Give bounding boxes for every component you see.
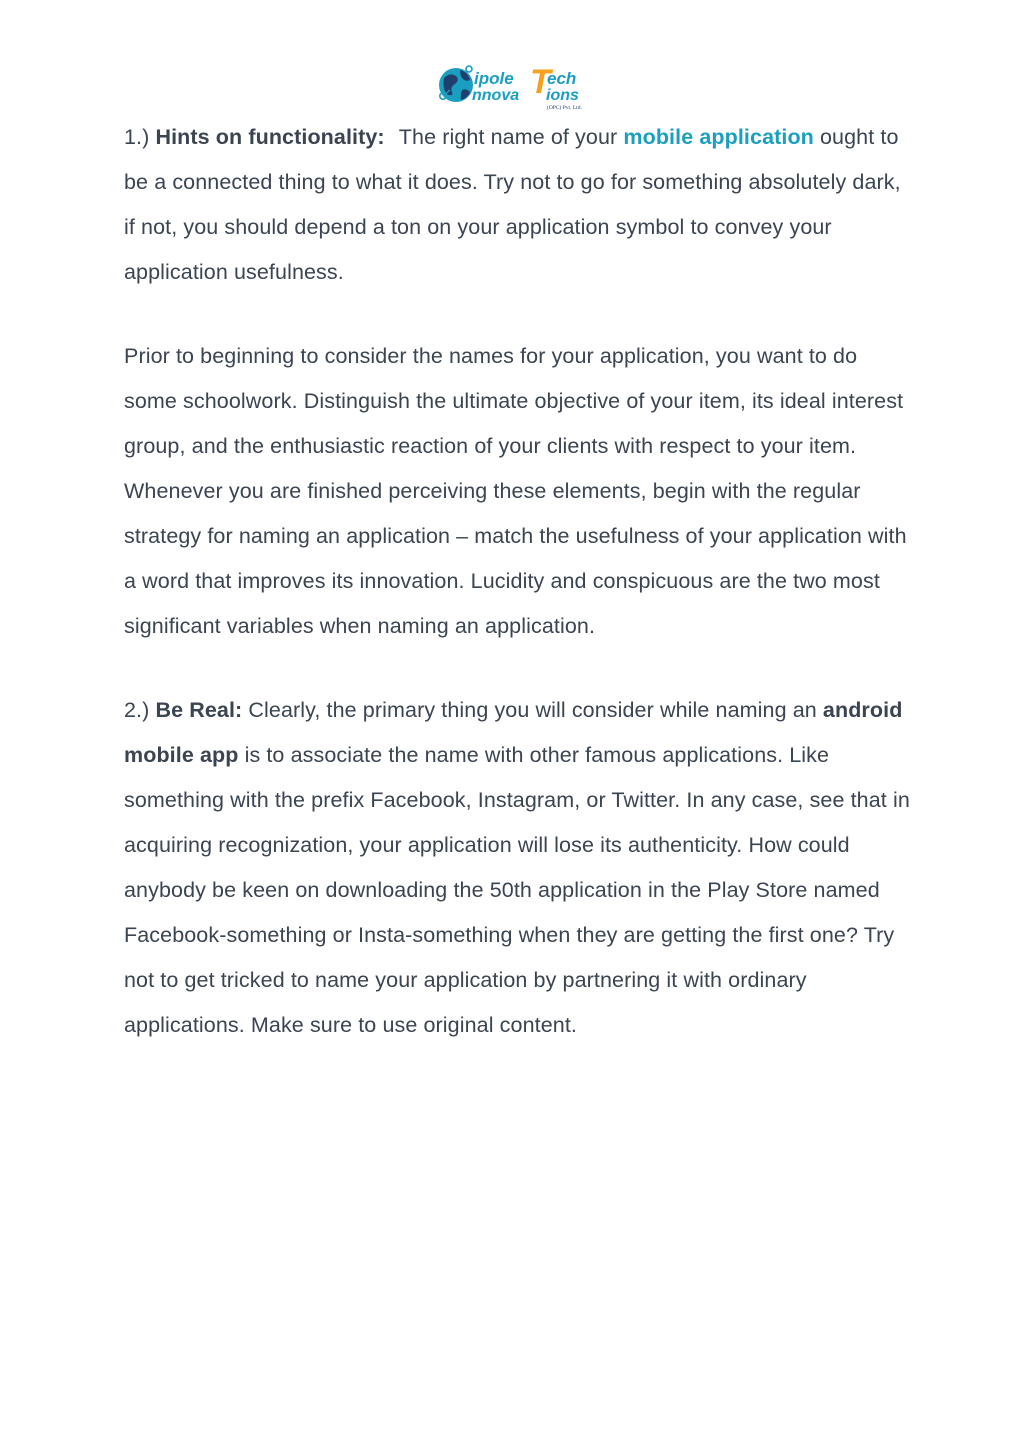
section-1 [124, 115, 914, 295]
section-2-number: 2.) [124, 698, 150, 722]
svg-text:(OPC) Pvt. Ltd. [547, 104, 582, 111]
android-mobile-app-link[interactable]: android mobile app [124, 698, 903, 767]
paragraph-2: Prior to beginning to consider the names for your application, you want to do some schoolwork. Distinguish the ultimate objective of your item, its ideal interest group, and the enthusiastic reaction of your clients with respect to your item. Whenever you are finished perceiving these elements, begin with the regular strategy for naming an application – match the usefulness of your application with a word that improves its innovation. Lucidity and conspicuous are the two most significant variables when naming an application. [124, 344, 907, 638]
section-1-number: 1.) [124, 125, 150, 149]
svg-text:ipole [474, 69, 514, 88]
logo-line1-accent: ech [547, 69, 577, 88]
dipole-tech-logo [436, 60, 588, 112]
logo-line2-accent: ions [546, 87, 579, 104]
svg-text:nnova [472, 87, 519, 104]
section-2 [124, 688, 914, 1048]
section-2-heading: Be Real: [155, 698, 243, 722]
svg-text:ions [546, 87, 579, 104]
logo-line1: ipole [474, 69, 514, 88]
globe-icon [439, 66, 473, 102]
article-body [124, 115, 914, 1048]
section-2-text-after-bold: is to associate the name with other famous applications. Like something with the prefix Facebook, Instagram, or Twitter. In any case, see that in acquiring recognization, your application will lose its authenticity. How could anybody be keen on downloading the 50th application in the Play Store named Facebook-something or Insta-something when they are getting the first one? Try not to get tricked to name your application by partnering it with ordinary applications. Make sure to use original content. [124, 743, 910, 1037]
logo-t-glyph: T [530, 63, 551, 101]
svg-text:ech [547, 69, 576, 88]
section-1-text-before-link: The right name of your [398, 125, 618, 149]
mobile-application-link[interactable]: mobile application [623, 125, 814, 149]
section-1-text-after-link: ought to be a connected thing to what it does. Try not to go for something absolutely dark, if not, you should depend a ton on your application symbol to convey your application usefulness. [124, 125, 901, 284]
paragraph-gap [124, 295, 914, 334]
section-1-heading: Hints on functionality: [155, 125, 385, 149]
paragraph-gap [124, 649, 914, 688]
logo-line2: nnova [472, 87, 520, 104]
logo-tagline: (OPC) Pvt. Ltd. [547, 105, 582, 111]
section-2-text-before-bold: Clearly, the primary thing you will consider while naming an [248, 698, 817, 722]
